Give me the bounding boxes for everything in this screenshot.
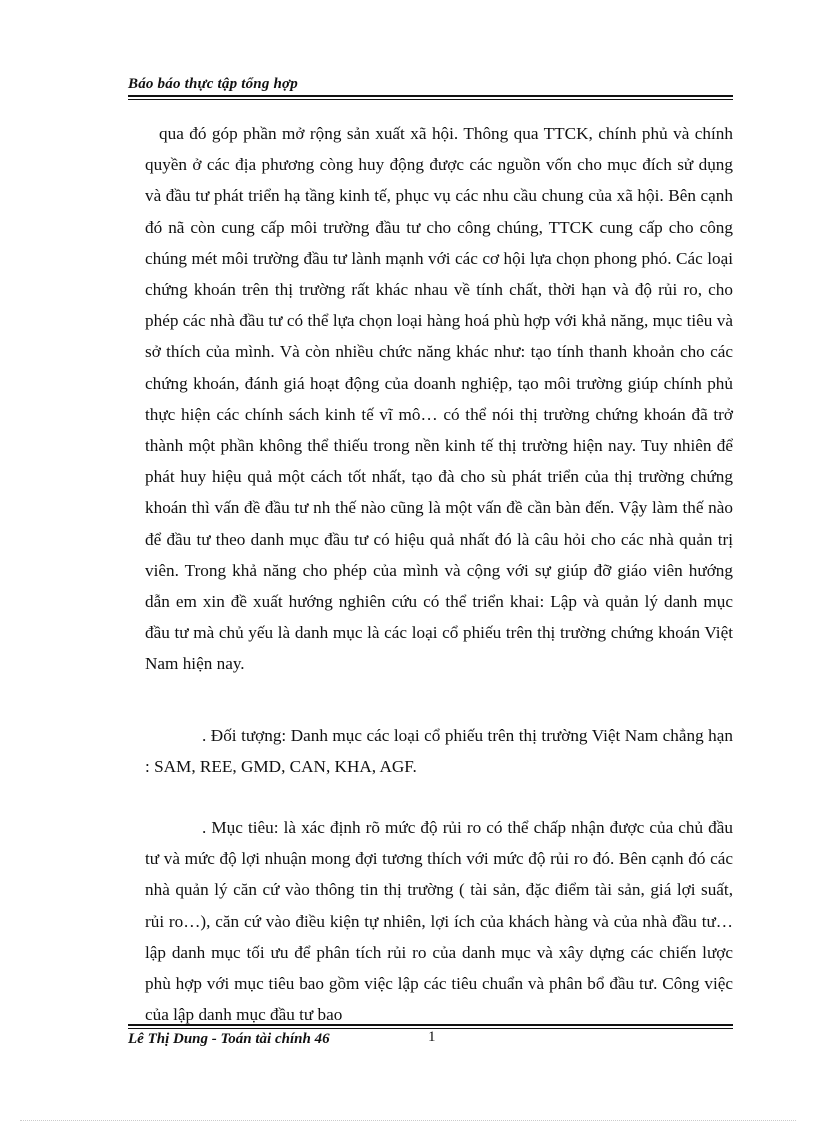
- page-bottom-edge: [20, 1120, 796, 1121]
- body-paragraph-1: qua đó góp phần mở rộng sản xuất xã hội. Thông qua TTCK, chính phủ và chính quyền ở các địa phương còng huy động được các nguồn vốn cho mục đích sử dụng và đầu tư phát triển hạ tầng kinh tế, phục vụ các nhu cầu chung của xã hội. Bên cạnh đó nã còn cung cấp môi trường đầu tư cho công chúng, TTCK cung cấp cho công chúng mét môi trường đầu tư lành mạnh với các cơ hội lựa chọn phong phó. Các loại chứng khoán trên thị trường rất khác nhau về tính chất, thời hạn và độ rủi ro, cho phép các nhà đầu tư có thể lựa chọn loại hàng hoá phù hợp với khả năng, mục tiêu và sở thích của mình. Và còn nhiều chức năng khác như: tạo tính thanh khoản cho các chứng khoán, đánh giá hoạt động của doanh nghiệp, tạo môi trường giúp chính phủ thực hiện các chính sách kinh tế vĩ mô… có thể nói thị trường chứng khoán đã trở thành một phần không thể thiếu trong nền kinh tế thị trường hiện nay. Tuy nhiên để phát huy hiệu quả một cách tốt nhất, tạo đà cho sù phát triển của thị trường chứng khoán thì vấn đề đầu tư nh thế nào cũng là một vấn đề cần bàn đến. Vậy làm thế nào để đầu tư theo danh mục đầu tư có hiệu quả nhất đó là câu hỏi cho các nhà quản trị viên. Trong khả năng cho phép của mình và cộng với sự giúp đỡ giáo viên hướng dẫn em xin đề xuất hướng nghiên cứu có thể triển khai: Lập và quản lý danh mục đầu tư mà chủ yếu là danh mục là các loại cổ phiếu trên thị trường chứng khoán Việt Nam hiện nay.: [145, 124, 733, 674]
- header-divider: [128, 95, 733, 97]
- footer-divider: [128, 1024, 733, 1026]
- page-header-title: Báo báo thực tập tổng hợp: [128, 76, 298, 92]
- page-number: 1: [428, 1029, 436, 1045]
- target-paragraph-text: . Đối tượng: Danh mục các loại cổ phiếu trên thị trường Việt Nam chẳng hạn : SAM, REE, GMD, CAN, KHA, AGF.: [145, 726, 733, 777]
- body-paragraph-objective: [145, 812, 733, 1030]
- header-divider-thin: [128, 99, 733, 100]
- body-paragraph-target: [145, 720, 733, 782]
- footer-author: Lê Thị Dung - Toán tài chính 46: [128, 1031, 330, 1047]
- objective-paragraph-text: . Mục tiêu: là xác định rõ mức độ rủi ro có thể chấp nhận được của chủ đầu tư và mức độ lợi nhuận mong đợi tương thích với mức độ rủi ro đó. Bên cạnh đó các nhà quản lý căn cứ vào thông tin thị trường ( tài sản, đặc điểm tài sản, giá lợi suất, rủi ro…), căn cứ vào điều kiện tự nhiên, lợi ích của khách hàng và của nhà đầu tư… lập danh mục tối ưu để phân tích rủi ro của danh mục và xây dựng các chiến lược phù hợp với mục tiêu bao gồm việc lập các tiêu chuẩn và phân bổ đầu tư. Công việc của lập danh mục đầu tư bao: [145, 818, 733, 1025]
